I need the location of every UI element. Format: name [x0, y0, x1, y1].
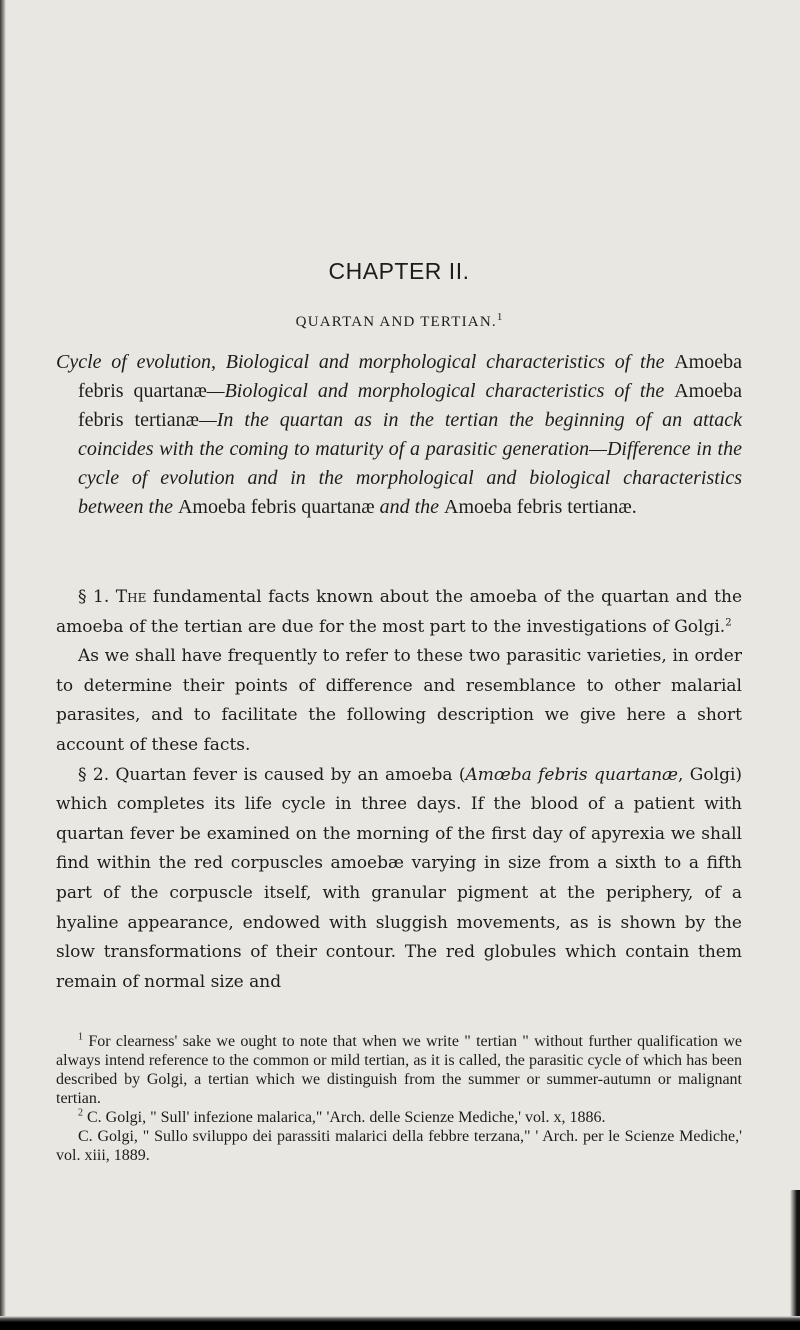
- footnote-2-mark: 2: [78, 1107, 83, 1119]
- paragraph-3-species: Amœba febris quartanæ: [465, 764, 679, 785]
- footnote-1: [56, 1032, 742, 1108]
- paragraph-1-footnote-mark: 2: [725, 616, 732, 628]
- chapter-summary: [56, 348, 742, 522]
- summary-part-9: .: [631, 496, 637, 518]
- summary-part-7: and the: [374, 496, 445, 518]
- summary-part-1: Cycle of evolution, Biological and morphological characteristics of the: [56, 351, 675, 373]
- paragraph-2: As we shall have frequently to refer to these two parasitic varieties, in order to determine their points of difference and resemblance to other malarial parasites, and to facilitate the following description we give here a short account of these facts.: [56, 646, 742, 755]
- paragraph-3: [56, 761, 742, 998]
- summary-part-2: Amoeba febris quartanæ: [78, 351, 742, 402]
- section-title: [56, 311, 742, 331]
- chapter-heading: CHAPTER II.: [328, 258, 470, 284]
- section-title-footnote-mark: 1: [496, 311, 503, 323]
- footnote-1-text: For clearness' sake we ought to note that when we write " tertian " without further qualification we always intend reference to the common or mild tertian, as it is called, the parasitic cycle of which has been described by Golgi, a tertian which we distinguish from the summer or summer-autumn or malignant tertian.: [56, 1033, 742, 1107]
- paragraph-3-part-1: § 2. Quartan fever is caused by an amoeba (: [78, 764, 466, 785]
- footnotes: [56, 1032, 742, 1165]
- paragraph-1-section: § 1.: [78, 587, 116, 607]
- scan-edge-bottom: [0, 1316, 800, 1330]
- paragraph-1: [56, 583, 742, 642]
- footnote-2-text-a: C. Golgi, " Sull' infezione malarica," 'Arch. delle Scienze Mediche,' vol. x, 1886.: [83, 1109, 606, 1126]
- summary-part-5: —In the quartan as in the tertian the beginning of an attack coincides with the coming to maturity of a parasitic generation—Difference in the cycle of evolution and in the morphological and biological characteristics between the: [78, 409, 742, 518]
- summary-part-6: Amoeba febris quartanæ: [177, 496, 375, 518]
- footnote-2-continued: C. Golgi, " Sullo sviluppo dei parassiti malarici della febbre terzana," ' Arch. per le Scienze Mediche,' vol. xiii, 1889.: [56, 1128, 742, 1164]
- body-text: [56, 583, 742, 997]
- summary-part-3: —Biological and morphological characteristics of the: [206, 380, 675, 402]
- footnote-1-mark: 1: [78, 1031, 83, 1043]
- summary-part-8: Amoeba febris tertianæ: [444, 496, 632, 518]
- paragraph-1-lead: The: [115, 587, 147, 607]
- paragraph-1-text: fundamental facts known about the amoeba of the quartan and the amoeba of the tertian are due for the most part to the investigations of Golgi.: [56, 587, 743, 637]
- footnote-2: [56, 1108, 742, 1127]
- paragraph-3-part-3: , Golgi) which completes its life cycle in three days. If the blood of a patient with quartan fever be examined on the morning of the first day of apyrexia we shall find within the red corpuscles amoebæ varying in size from a sixth to a fifth part of the corpuscle itself, with granular pigment at the periphery, of a hyaline appearance, endowed with sluggish movements, as is shown by the slow transformations of their contour. The red globules which contain them remain of normal size and: [56, 764, 743, 992]
- scan-edge-right: [790, 1190, 800, 1330]
- section-title-text: QUARTAN AND TERTIAN.: [295, 314, 497, 330]
- scan-edge-left: [0, 0, 6, 1330]
- summary-part-4: Amoeba febris tertianæ: [78, 380, 742, 431]
